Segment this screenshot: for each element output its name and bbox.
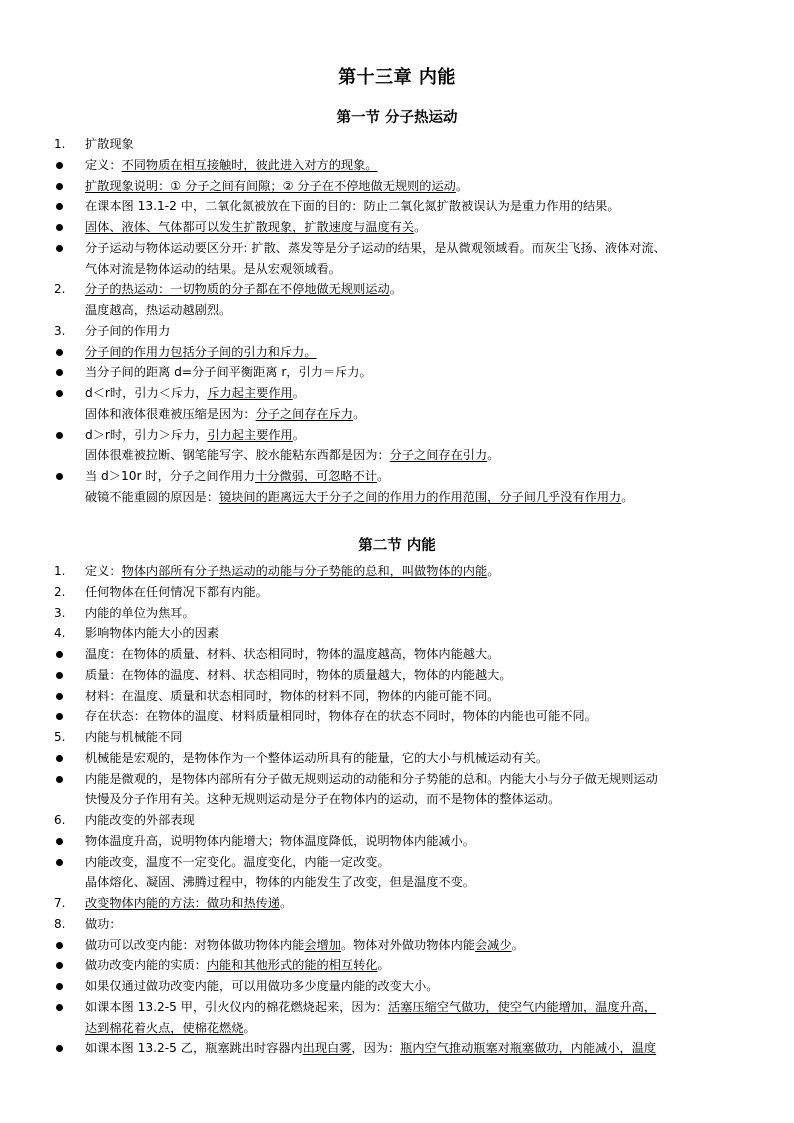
list-item	[0, 603, 794, 624]
list-number: 2.	[54, 584, 66, 599]
list-item-text	[85, 769, 658, 790]
list-item	[0, 404, 794, 425]
underlined-text: 会减少	[475, 937, 512, 952]
bullet-icon	[56, 838, 63, 845]
list-item	[0, 279, 794, 300]
list-item	[0, 383, 794, 404]
list-item	[0, 259, 794, 280]
list-item-text	[85, 321, 170, 342]
list-item-text	[85, 155, 378, 176]
text-run: 。	[243, 1020, 256, 1035]
text-run: 当 d＞10r 时，分子之间作用力	[85, 469, 256, 483]
bullet-icon	[56, 245, 63, 252]
list-item	[0, 561, 794, 582]
list-item	[0, 342, 794, 363]
underlined-text: 镜块间的距离远大于分子之间的作用力的作用范围，分子间几乎没有作用力	[219, 489, 622, 504]
list-number: 7.	[54, 896, 66, 910]
text-run: d＜r时，引力＜斥力，	[85, 386, 208, 400]
bullet-icon	[56, 672, 63, 679]
bullet-icon	[56, 1045, 63, 1052]
list-item	[0, 852, 794, 873]
list-item	[0, 810, 794, 831]
underlined-text: 分子的热运动：一切物质的分子都在不停地做无规则运动	[85, 282, 390, 297]
list-item	[0, 445, 794, 466]
underlined-text: 瓶内空气推动瓶塞对瓶塞做功，内能减小，温度	[400, 1041, 657, 1056]
underlined-text: 固体、液体、气体都可以发生扩散现象，扩散速度与温度有关	[85, 220, 415, 234]
list-item	[0, 134, 794, 155]
underlined-text: 内能和其他形式的能的相互转化	[206, 958, 378, 973]
text-run: 内能改变的外部表现	[85, 813, 195, 827]
list-item-text	[85, 955, 390, 976]
section-title-2: 第二节 内能	[358, 538, 436, 554]
list-item-text	[85, 404, 365, 425]
list-item	[0, 300, 794, 321]
list-item	[0, 425, 794, 446]
list-item-text	[85, 914, 122, 935]
text-run: 如果仅通过做功改变内能，可以用做功多少度量内能的改变大小。	[85, 979, 439, 993]
text-run: 如课本图 13.2-5 甲，引火仪内的棉花燃烧起来，因为：	[85, 999, 388, 1014]
list-item-text	[85, 383, 305, 404]
text-run: 。物体对外做功物体内能	[340, 937, 475, 952]
list-number: 3.	[54, 605, 66, 620]
list-item-text	[85, 1038, 656, 1059]
text-run: 温度越高，热运动越剧烈。	[85, 303, 232, 317]
underlined-text: 分子间的作用力包括分子间的引力和斥力。	[85, 344, 317, 359]
list-item-text	[85, 582, 268, 603]
list-item-text	[85, 561, 499, 582]
list-item-text	[85, 362, 372, 383]
list-number: 5.	[54, 730, 66, 744]
text-run: 。	[292, 386, 305, 400]
bullet-icon	[56, 859, 63, 866]
list-item	[0, 623, 794, 644]
underlined-text: 达到棉花着火点，使棉花燃烧	[85, 1020, 244, 1035]
text-run: 物体温度升高，说明物体内能增大；物体温度降低，说明物体内能减小。	[85, 833, 475, 848]
text-run: 。	[511, 937, 524, 952]
bullet-icon	[56, 432, 63, 439]
text-run: ，因为：	[351, 1041, 401, 1056]
text-run: 内能与机械能不同	[85, 730, 183, 744]
list-item-text	[85, 997, 656, 1018]
list-item-text	[85, 872, 475, 893]
bullet-icon	[56, 693, 63, 700]
list-item	[0, 976, 794, 997]
underlined-text: 不同物质在相互接触时，彼此进入对方的现象。	[121, 157, 378, 172]
text-run: 机械能是宏观的，是物体作为一个整体运动所具有的能量，它的大小与机械运动有关。	[85, 750, 549, 765]
list-item-text	[85, 623, 219, 644]
list-item	[0, 155, 794, 176]
text-run: 任何物体在任何情况下都有内能。	[85, 584, 268, 599]
text-run: 。	[389, 282, 402, 297]
text-run: 存在状态：在物体的温度、材料质量相同时，物体存在的状态不同时，物体的内能也可能不同。	[85, 709, 597, 724]
text-run: 扩散现象	[85, 137, 134, 151]
list-number: 1.	[54, 137, 66, 151]
text-run: 材料：在温度、质量和状态相同时，物体的材料不同，物体的内能可能不同。	[85, 688, 500, 703]
text-run: 做功可以改变内能：对物体做功物体内能	[85, 937, 305, 952]
list-item	[0, 955, 794, 976]
section-2-body	[0, 561, 794, 1059]
list-item	[0, 727, 794, 748]
text-run: 定义：	[85, 564, 122, 578]
underlined-text: 十分微弱，可忽略不计	[255, 469, 377, 483]
list-item-text	[85, 686, 499, 707]
list-item-text	[85, 134, 134, 155]
text-run: d＞r时，引力＞斥力，	[85, 427, 208, 442]
list-item	[0, 914, 794, 935]
list-item	[0, 997, 794, 1018]
underlined-text: 引力起主要作用	[207, 427, 293, 442]
bullet-icon	[56, 1004, 63, 1011]
list-item	[0, 466, 794, 487]
list-item-text	[85, 466, 389, 487]
list-item	[0, 1038, 794, 1059]
bullet-icon	[56, 203, 63, 210]
bullet-icon	[56, 224, 63, 231]
list-number: 4.	[54, 626, 66, 641]
text-run: 。	[621, 489, 634, 504]
underlined-text: 分子之间存在斥力	[255, 406, 354, 421]
bullet-icon	[56, 651, 63, 658]
text-run: 晶体熔化、凝固、沸腾过程中，物体的内能发生了改变，但是温度不变。	[85, 875, 475, 890]
list-item-text	[85, 603, 195, 624]
list-item	[0, 831, 794, 852]
list-number: 8.	[54, 916, 66, 931]
list-item	[0, 935, 794, 956]
list-item-text	[85, 810, 195, 831]
bullet-icon	[56, 713, 63, 720]
list-item	[0, 748, 794, 769]
text-run: 。	[353, 406, 366, 421]
underlined-text: 物体内部所有分子热运动的动能与分子势能的总和，叫做物体的内能	[121, 564, 488, 578]
text-run: 。	[487, 564, 500, 578]
list-item	[0, 176, 794, 197]
list-item	[0, 582, 794, 603]
list-item	[0, 644, 794, 665]
list-item	[0, 321, 794, 342]
list-item-text	[85, 644, 499, 665]
bullet-icon	[56, 369, 63, 376]
bullet-icon	[56, 473, 63, 480]
text-run: 定义：	[85, 157, 122, 172]
bullet-icon	[56, 390, 63, 397]
list-item-text	[85, 727, 183, 748]
list-item-text	[85, 831, 475, 852]
list-item-text	[85, 445, 499, 466]
list-item	[0, 789, 794, 810]
list-item-text	[85, 789, 560, 810]
bullet-icon	[56, 755, 63, 762]
list-item-text	[85, 852, 390, 873]
list-item	[0, 686, 794, 707]
list-item-text	[85, 706, 597, 727]
bullet-icon	[56, 776, 63, 783]
text-run: 内能改变，温度不一定变化。温度变化，内能一定改变。	[85, 854, 390, 869]
text-run: 固体和液体很难被压缩是因为：	[85, 406, 256, 421]
bullet-icon	[56, 349, 63, 356]
list-item-text	[85, 1018, 256, 1039]
bullet-icon	[56, 983, 63, 990]
text-run: 。	[455, 178, 469, 193]
list-item-text	[85, 935, 524, 956]
list-item	[0, 706, 794, 727]
list-item	[0, 665, 794, 686]
text-run: 温度：在物体的质量、材料、状态相同时，物体的温度越高，物体内能越大。	[85, 647, 500, 661]
underlined-text: 斥力起主要作用	[207, 386, 293, 400]
list-item-text	[85, 487, 633, 508]
text-run: 。	[376, 469, 390, 483]
bullet-icon	[56, 962, 63, 969]
bullet-icon	[56, 183, 63, 190]
text-run: 做功：	[85, 916, 122, 931]
list-item-text	[85, 300, 231, 321]
text-run: 固体很难被拉断、钢笔能写字、胶水能粘东西都是因为：	[85, 448, 390, 463]
text-run: 当分子间的距离 d=分子间平衡距离 r，引力＝斥力。	[85, 365, 372, 380]
chapter-title: 第十三章 内能	[338, 67, 456, 88]
text-run: 质量：在物体的温度、材料、状态相同时，物体的质量越大，物体的内能越大。	[85, 667, 512, 682]
list-item-text	[85, 748, 548, 769]
list-number: 6.	[54, 813, 66, 827]
bullet-icon	[56, 162, 63, 169]
text-run: 。	[292, 427, 305, 442]
underlined-text: 扩散现象说明：① 分子之间有间隙；② 分子在不停地做无规则的运动	[85, 178, 456, 193]
list-item-text	[85, 217, 426, 238]
text-run: 。	[414, 220, 427, 234]
underlined-text: 出现白雾	[302, 1041, 352, 1056]
underlined-text: 改变物体内能的方法：做功和热传递	[85, 896, 280, 910]
underlined-text: 分子之间存在引力	[389, 448, 488, 463]
underlined-text: 会增加	[304, 937, 341, 952]
list-item-text	[85, 238, 666, 259]
list-item-text	[85, 196, 620, 217]
list-item	[0, 362, 794, 383]
text-run: 分子间的作用力	[85, 323, 171, 338]
text-run: 如课本图 13.2-5 乙，瓶塞跳出时容器内	[85, 1041, 303, 1056]
list-item-text	[85, 259, 341, 280]
text-run: 内能是微观的，是物体内部所有分子做无规则运动的动能和分子势能的总和。内能大小与分子做无规则运动	[85, 771, 658, 786]
text-run: 影响物体内能大小的因素	[85, 626, 220, 641]
list-item	[0, 893, 794, 914]
section-1-body	[0, 134, 794, 508]
text-run: 做功改变内能的实质：	[85, 958, 207, 973]
list-number: 1.	[54, 564, 66, 578]
list-number: 3.	[54, 323, 66, 338]
bullet-icon	[56, 942, 63, 949]
section-title-1: 第一节 分子热运动	[336, 110, 458, 126]
list-item-text	[85, 279, 402, 300]
list-number: 2.	[54, 282, 66, 297]
text-run: 分子运动与物体运动要区分开: 扩散、蒸发等是分子运动的结果，是从微观领域看。而灰尘飞扬、液体对流、	[85, 240, 666, 255]
list-item	[0, 238, 794, 259]
list-item-text	[85, 342, 317, 363]
text-run: 。	[487, 448, 500, 463]
list-item-text	[85, 893, 292, 914]
text-run: 破镜不能重圆的原因是：	[85, 489, 220, 504]
text-run: 气体对流是物体运动的结果。是从宏观领域看。	[85, 261, 341, 276]
list-item	[0, 196, 794, 217]
list-item	[0, 1018, 794, 1039]
text-run: 内能的单位为焦耳。	[85, 605, 195, 620]
text-run: 。	[377, 958, 390, 973]
text-run: 。	[280, 896, 293, 910]
list-item	[0, 872, 794, 893]
text-run: 在课本图 13.1-2 中，二氧化氮被放在下面的目的：防止二氧化氮扩散被误认为是重力作用的结果。	[85, 199, 620, 214]
list-item-text	[85, 665, 512, 686]
list-item-text	[85, 176, 468, 197]
underlined-text: 活塞压缩空气做功，使空气内能增加，温度升高，	[387, 999, 657, 1014]
list-item	[0, 487, 794, 508]
list-item	[0, 769, 794, 790]
list-item	[0, 217, 794, 238]
text-run: 快慢及分子作用有关。这种无规则运动是分子在物体内的运动，而不是物体的整体运动。	[85, 792, 561, 807]
list-item-text	[85, 976, 438, 997]
list-item-text	[85, 425, 305, 446]
